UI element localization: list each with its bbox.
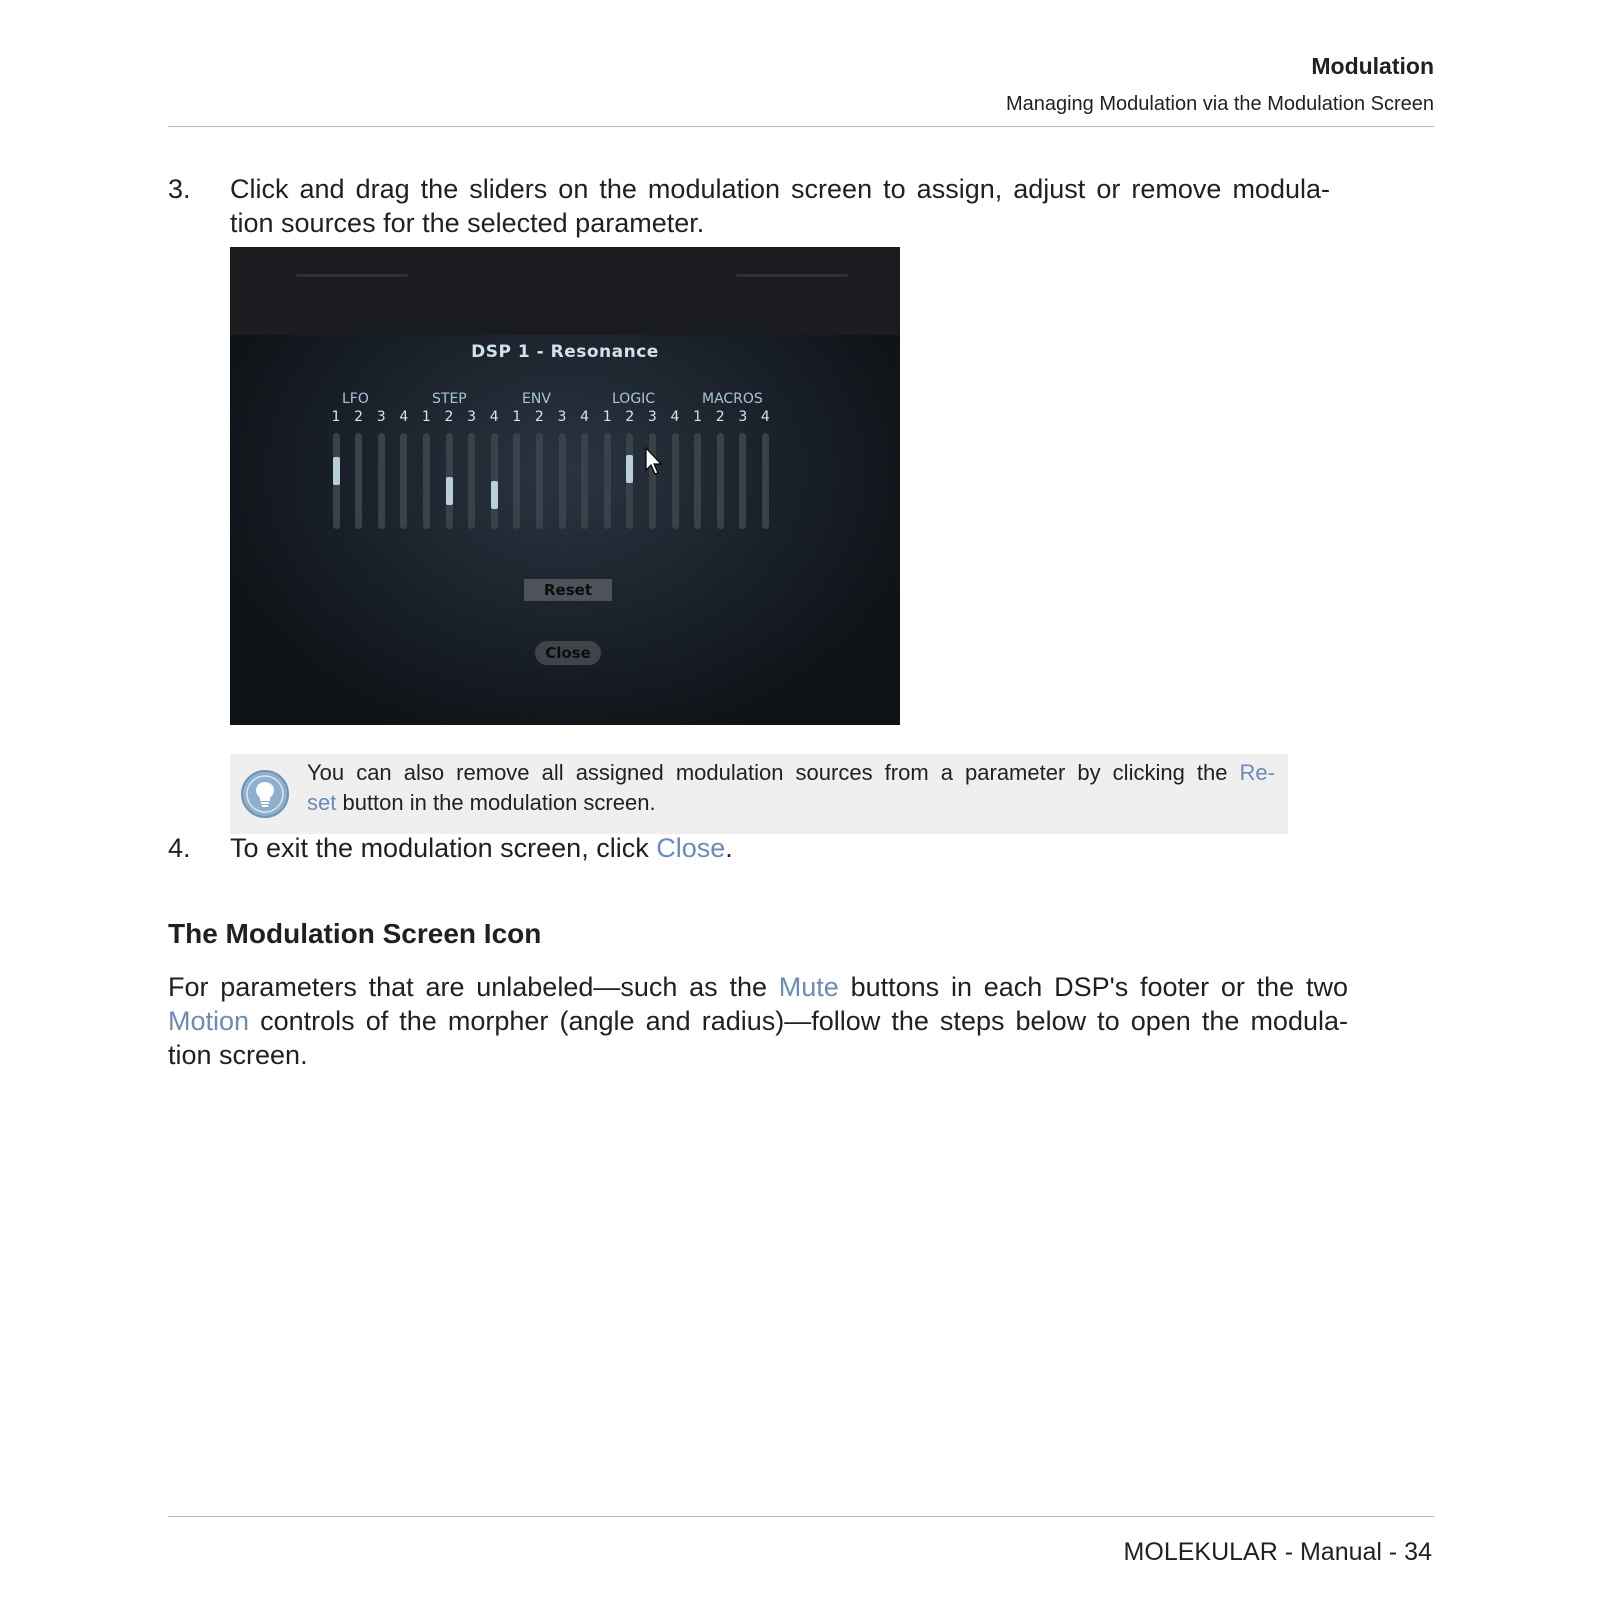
channel-number: 1 (693, 409, 703, 425)
channel-number: 3 (376, 409, 386, 425)
channel-number: 4 (760, 409, 770, 425)
modulation-slider[interactable] (446, 433, 453, 529)
header-divider (168, 126, 1434, 127)
modulation-slider[interactable] (672, 433, 679, 529)
section-heading: The Modulation Screen Icon (168, 918, 542, 949)
group-label-step: STEP (432, 391, 467, 407)
modulation-slider[interactable] (626, 433, 633, 529)
channel-number: 2 (625, 409, 635, 425)
step-text-line-1: Click and drag the sliders on the modulation screen to assign, adjust or remove modula- (230, 174, 1330, 204)
group-label-logic: LOGIC (612, 391, 656, 407)
tip-text (307, 758, 1275, 818)
channel-number: 3 (647, 409, 657, 425)
modulation-slider[interactable] (762, 433, 769, 529)
step-number: 4. (168, 833, 191, 863)
channel-number: 4 (399, 409, 409, 425)
tip-text-part: button in the modulation screen. (336, 790, 656, 815)
lightbulb-icon (240, 769, 290, 819)
modulation-slider[interactable] (581, 433, 588, 529)
modulation-slider[interactable] (604, 433, 611, 529)
section-paragraph (168, 970, 1348, 1072)
channel-number: 3 (738, 409, 748, 425)
footer-divider (168, 1516, 1434, 1517)
modulation-slider[interactable] (333, 433, 340, 529)
channel-number: 2 (715, 409, 725, 425)
close-link[interactable]: Close (656, 833, 726, 863)
page-footer: MOLEKULAR - Manual - 34 (1123, 1538, 1432, 1566)
modulation-slider[interactable] (513, 433, 520, 529)
channel-number: 3 (557, 409, 567, 425)
modulation-slider[interactable] (717, 433, 724, 529)
step-text-part: . (725, 833, 733, 863)
channel-number: 4 (580, 409, 590, 425)
group-label-macros: MACROS (702, 391, 763, 407)
channel-number: 1 (602, 409, 612, 425)
paragraph-text: buttons in each DSP's footer or the two (838, 972, 1348, 1002)
paragraph-text: For parameters that are unlabeled—such as the (168, 972, 779, 1002)
modulation-slider[interactable] (536, 433, 543, 529)
modulation-slider[interactable] (491, 433, 498, 529)
slider-handle[interactable] (446, 477, 453, 505)
group-label-env: ENV (522, 391, 551, 407)
modulation-parameter-title: DSP 1 - Resonance (471, 342, 659, 362)
header-title: Modulation (1311, 53, 1434, 79)
top-bar-line (736, 274, 848, 277)
top-bar-line (296, 274, 408, 277)
channel-number: 2 (534, 409, 544, 425)
modulation-slider[interactable] (694, 433, 701, 529)
header-subtitle: Managing Modulation via the Modulation Screen (1005, 93, 1434, 115)
slider-handle[interactable] (491, 481, 498, 509)
modulation-slider[interactable] (739, 433, 746, 529)
reset-link[interactable]: Re- (1239, 760, 1275, 785)
reset-button[interactable]: Reset (524, 579, 612, 601)
step-text-line-2: tion sources for the selected parameter. (230, 208, 705, 238)
modulation-slider[interactable] (378, 433, 385, 529)
channel-number: 2 (354, 409, 364, 425)
reset-link-continued[interactable]: set (307, 790, 337, 815)
modulation-screen-screenshot (230, 247, 900, 725)
step-number: 3. (168, 174, 191, 204)
channel-number: 4 (670, 409, 680, 425)
step-text-part: To exit the modulation screen, click (230, 833, 657, 863)
mouse-pointer-icon (645, 447, 665, 477)
screenshot-body (230, 335, 900, 725)
modulation-slider[interactable] (468, 433, 475, 529)
tip-box (230, 754, 1288, 834)
channel-number: 1 (331, 409, 341, 425)
channel-number: 1 (421, 409, 431, 425)
paragraph-text: tion screen. (168, 1040, 308, 1070)
step-4 (168, 831, 1318, 867)
step-text (230, 831, 733, 865)
modulation-slider[interactable] (423, 433, 430, 529)
channel-number: 3 (467, 409, 477, 425)
channel-number: 2 (444, 409, 454, 425)
modulation-slider[interactable] (355, 433, 362, 529)
motion-link[interactable]: Motion (168, 1006, 250, 1036)
channel-number: 4 (489, 409, 499, 425)
running-header (1006, 52, 1434, 116)
slider-handle[interactable] (626, 455, 633, 483)
modulation-slider[interactable] (559, 433, 566, 529)
tip-text-part: You can also remove all assigned modulation sources from a parameter by clicking the (307, 760, 1240, 785)
channel-number: 1 (512, 409, 522, 425)
paragraph-text: controls of the morpher (angle and radius)—follow the steps below to open the modula- (249, 1006, 1348, 1036)
close-button[interactable]: Close (535, 641, 601, 665)
group-label-lfo: LFO (342, 391, 369, 407)
modulation-slider[interactable] (400, 433, 407, 529)
slider-handle[interactable] (333, 457, 340, 485)
step-3 (168, 172, 1330, 242)
screenshot-top-bar (230, 247, 900, 336)
mute-link[interactable]: Mute (778, 972, 839, 1002)
